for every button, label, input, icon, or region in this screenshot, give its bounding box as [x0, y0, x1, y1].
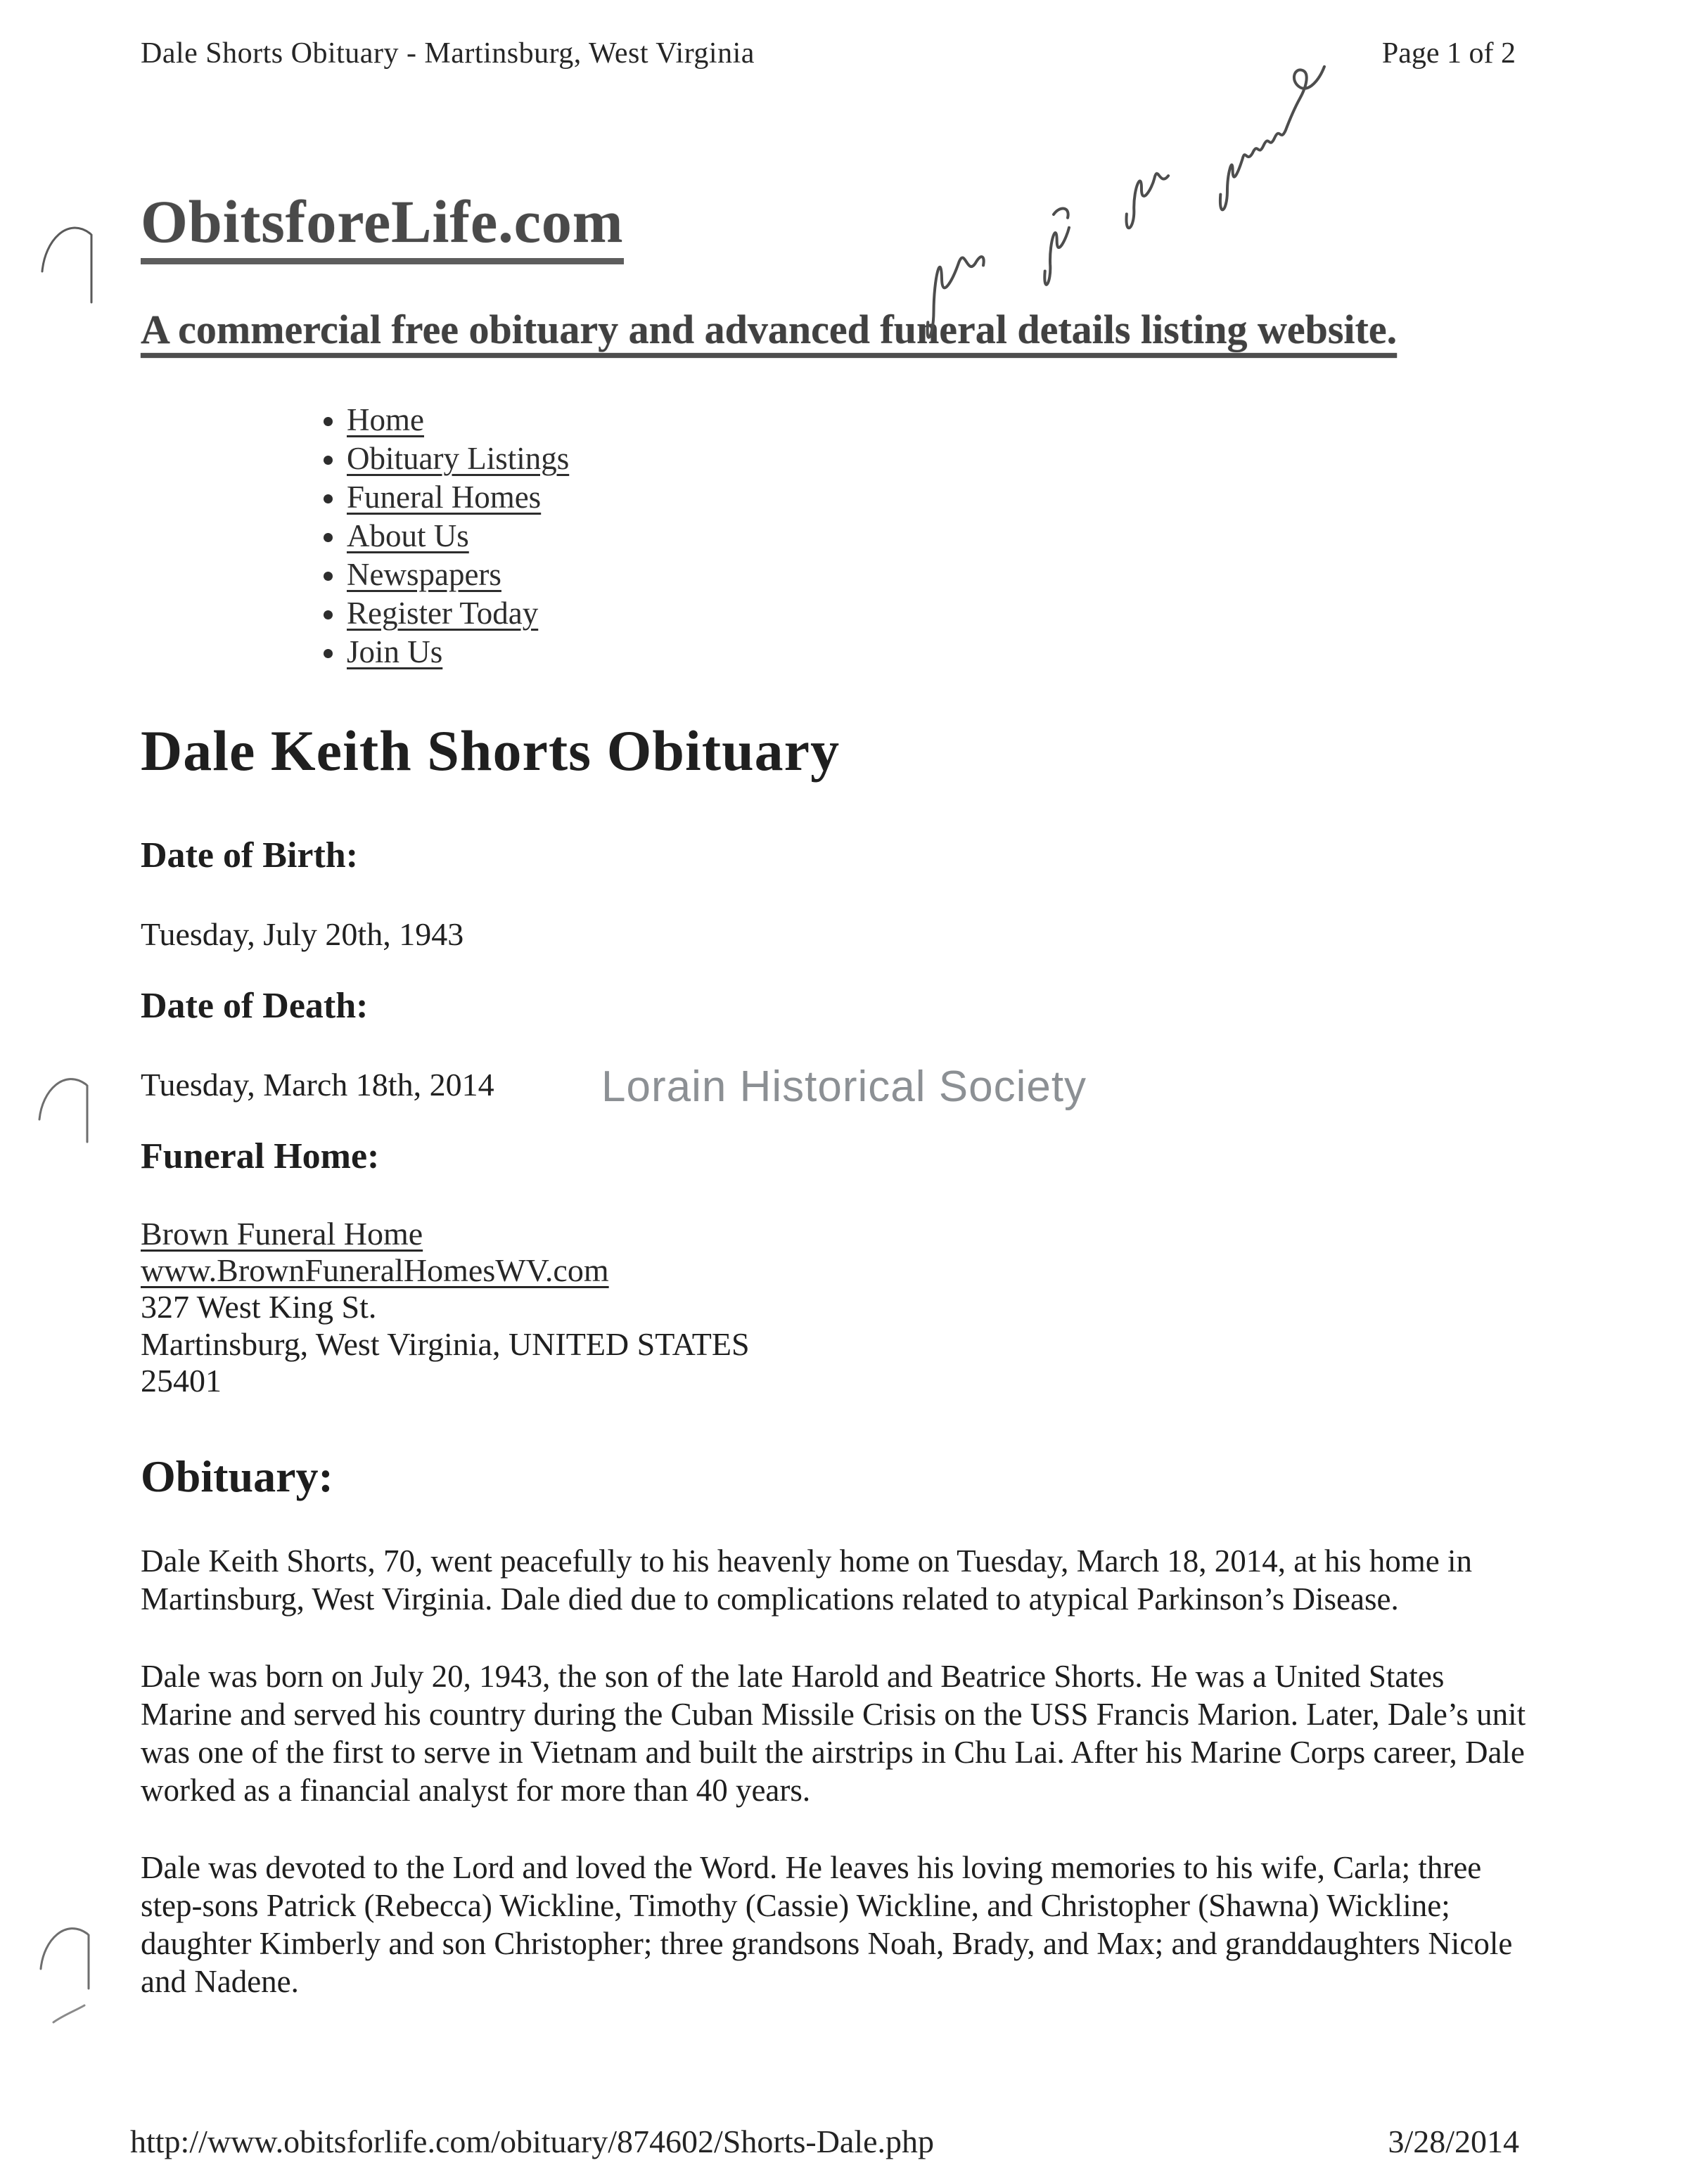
- obituary-text: [141, 1542, 1537, 2000]
- print-footer: [130, 2123, 1519, 2160]
- date-of-birth-label: Date of Birth:: [141, 835, 359, 875]
- funeral-home-website-link[interactable]: www.BrownFuneralHomesWV.com: [141, 1252, 609, 1288]
- nav-item-about-us: [347, 517, 1537, 555]
- obituary-section-heading: Obituary:: [141, 1451, 333, 1501]
- page-title: Dale Keith Shorts Obituary: [141, 718, 840, 783]
- nav-link-register-today[interactable]: Register Today: [347, 595, 539, 631]
- nav-item-register-today: [347, 594, 1537, 633]
- funeral-home-name-row: [141, 1216, 1537, 1252]
- date-of-death-row: [141, 1062, 1537, 1111]
- nav-link-about-us[interactable]: About Us: [347, 518, 469, 553]
- obituary-paragraph-3: Dale was devoted to the Lord and loved the Word. He leaves his loving memories to his wife, Carla; three step-sons Patrick (Rebecca) Wickline, Timothy (Cassie) Wickline, and Christopher (Shawna) Wickline; daughter Kimberly and son Christopher; three grandsons Noah, Brady, and Max; and granddaughters Nicole and Nadene.: [141, 1849, 1513, 1999]
- nav-link-newspapers[interactable]: Newspapers: [347, 556, 501, 592]
- nav-item-home: [347, 401, 1537, 439]
- nav-link-funeral-homes[interactable]: Funeral Homes: [347, 479, 542, 515]
- nav-item-newspapers: [347, 555, 1537, 594]
- date-of-death-label: Date of Death:: [141, 985, 369, 1026]
- site-tagline: A commercial free obituary and advanced funeral details listing website.: [141, 307, 1398, 352]
- print-footer-url: http://www.obitsforlife.com/obituary/874602/Shorts-Dale.php: [130, 2124, 935, 2159]
- nav-item-join-us: [347, 633, 1537, 672]
- nav-item-funeral-homes: [347, 478, 1537, 517]
- funeral-home-zip: 25401: [141, 1363, 222, 1399]
- funeral-home-website-row: [141, 1252, 1537, 1289]
- binder-mark-top: [37, 211, 114, 313]
- obituary-paragraph-2: Dale was born on July 20, 1943, the son of the late Harold and Beatrice Shorts. He was a United States Marine and served his country during the Cuban Missile Crisis on the USS Francis Marion. Later, Dale’s unit was one of the first to serve in Vietnam and built the airstrips in Chu Lai. After his Marine Corps career, Dale worked as a financial analyst for more than 40 years.: [141, 1658, 1526, 1808]
- binder-mark-middle: [34, 1063, 108, 1155]
- site-nav: [313, 401, 1537, 672]
- nav-link-obituary-listings[interactable]: Obituary Listings: [347, 440, 570, 476]
- binder-mark-bottom: [34, 1911, 111, 2041]
- funeral-home-name-link[interactable]: Brown Funeral Home: [141, 1215, 423, 1252]
- date-of-death-value: Tuesday, March 18th, 2014: [141, 1066, 494, 1103]
- site-logo: ObitsforeLife.com: [141, 186, 624, 264]
- print-footer-date: 3/28/2014: [1388, 2124, 1519, 2159]
- obituary-paragraph-1: Dale Keith Shorts, 70, went peacefully to his heavenly home on Tuesday, March 18, 2014, at his home in Martinsburg, West Virginia. Dale died due to complications related to atypical Parkinson’s Disease.: [141, 1543, 1473, 1617]
- nav-link-join-us[interactable]: Join Us: [347, 634, 443, 669]
- print-header-title: Dale Shorts Obituary - Martinsburg, West Virginia: [141, 37, 755, 70]
- nav-item-obituary-listings: [347, 439, 1537, 478]
- archive-watermark: Lorain Historical Society: [601, 1062, 1087, 1111]
- nav-link-home[interactable]: Home: [347, 402, 424, 437]
- print-header-page-number: Page 1 of 2: [1381, 37, 1516, 70]
- date-of-birth-value: Tuesday, July 20th, 1943: [141, 916, 464, 952]
- funeral-home-city: Martinsburg, West Virginia, UNITED STATES: [141, 1325, 750, 1362]
- funeral-home-label: Funeral Home:: [141, 1136, 380, 1176]
- funeral-home-block: [141, 1216, 1537, 1400]
- funeral-home-street: 327 West King St.: [141, 1289, 377, 1325]
